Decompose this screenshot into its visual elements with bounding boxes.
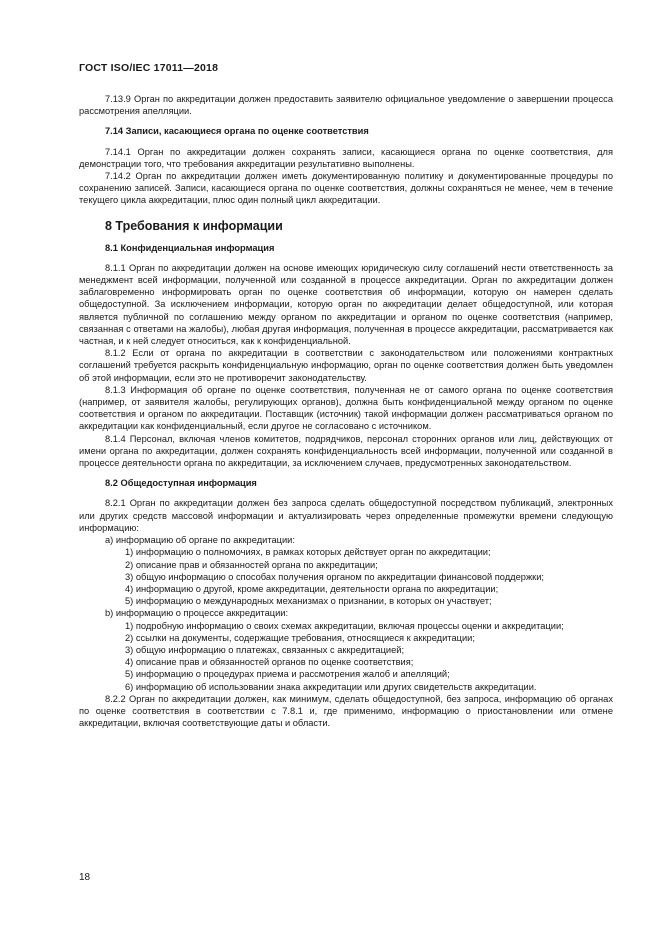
sublist-item: 3) общую информацию о платежах, связанных с аккредитацией;: [125, 644, 405, 655]
sublist-item: 4) информацию о другой, кроме аккредитации, деятельности органа по аккредитации;: [125, 583, 499, 594]
paragraph: 8.1.3 Информация об органе по оценке соответствия, полученная не от самого органа по оценке соответствия (например, от заявителя жалобы, регулирующих органов), должна быть конфиденциальной между органом по оценке соответствия и органом по аккредитации. Поставщик (источник) такой информации должен рассматриваться органом по аккредитации как конфиденциальный, если другое не согласовано с источником.: [79, 384, 613, 432]
paragraph: 7.14.1 Орган по аккредитации должен сохранять записи, касающиеся органа по оценке соответствия, для демонстрации того, что требования аккредитации результативно выполнены.: [79, 146, 613, 169]
paragraph: 8.1.2 Если от органа по аккредитации в соответствии с законодательством или положениями контрактных соглашений требуется раскрыть конфиденциальную информацию, орган по оценке соответствия должен быть уведомлен об этой информации, если это не противоречит законодательству.: [79, 348, 613, 383]
paragraph: 8.2.2 Орган по аккредитации должен, как минимум, сделать общедоступной, без запроса, информацию об органах по оценке соответствия в соответствии с 7.8.1 и, где применимо, информацию о приостановлении или отмене аккредитации, включая соответствующие даты и области.: [79, 693, 613, 729]
sublist-item: 2) ссылки на документы, содержащие требования, относящиеся к аккредитации;: [125, 632, 475, 643]
spacer: [79, 117, 613, 125]
sublist-item: 5) информацию о международных механизмах о признании, в которых он участвует;: [125, 596, 492, 607]
paragraph: 8.1.4 Персонал, включая членов комитетов, подрядчиков, персонал сторонних органов или лиц, действующих от имени органа по аккредитации, должен сохранять конфиденциальность всей информации, полученной или созданной в процессе деятельности органа по аккредитации, за исключением случаев, предусмотренных законодательством.: [79, 433, 613, 469]
subsection-heading: 7.14 Записи, касающиеся органа по оценке соответствия: [105, 126, 369, 137]
sublist-item: 1) подробную информацию о своих схемах аккредитации, включая процессы оценки и аккредитации;: [125, 620, 564, 631]
sublist-item: 1) информацию о полномочиях, в рамках которых действует орган по аккредитации;: [125, 547, 491, 558]
list-item: a) информацию об органе по аккредитации:: [105, 535, 295, 546]
sublist-item: 3) общую информацию о способах получения органом по аккредитации финансовой поддержки;: [125, 571, 545, 582]
spacer: [79, 234, 613, 242]
spacer: [79, 207, 613, 218]
page-number: 18: [79, 872, 91, 883]
section-heading: 8 Требования к информации: [105, 218, 283, 233]
sublist-item: 2) описание прав и обязанностей органа по аккредитации;: [125, 559, 378, 570]
paragraph: 7.13.9 Орган по аккредитации должен предоставить заявителю официальное уведомление о завершении процесса рассмотрения апелляции.: [79, 94, 613, 117]
paragraph: 8.1.1 Орган по аккредитации должен на основе имеющих юридическую силу соглашений нести ответственность за менеджмент всей информации, полученной или созданной в процессе аккредитации. Орган по аккредитации должен заблаговременно информировать орган по оценке соответствия об информации, которую он намерен сделать общедоступной. За исключением информации, которую орган по аккредитации делает общедоступной, или которая является публичной по соглашению между органом по аккредитации и органом по оценке соответствия (например, связанная с ответами на жалобы), любая другая информация, полученная в процессе аккредитации, рассматривается как частная, и к ней следует относиться, как к конфиденциальной.: [79, 262, 613, 347]
sublist-item: 6) информацию об использовании знака аккредитации или других свидетельств аккредитации.: [125, 681, 537, 692]
paragraph: 8.2.1 Орган по аккредитации должен без запроса сделать общедоступной посредством публикаций, электронных или других средств массовой информации и актуализировать через определенные промежутки времени следующую информацию:: [79, 498, 613, 533]
sublist-item: 5) информацию о процедурах приема и рассмотрения жалоб и апелляций;: [125, 669, 450, 680]
spacer: [79, 138, 613, 146]
subsection-heading: 8.2 Общедоступная информация: [105, 478, 257, 489]
spacer: [79, 469, 613, 477]
paragraph: 7.14.2 Орган по аккредитации должен иметь документированную политику и документированные процедуры по сохранению записей. Записи, касающиеся органа по оценке соответствия, должны сохраняться не менее, чем в течение текущего цикла аккредитации, плюс один полный цикл аккредитации.: [79, 171, 613, 206]
list-item: b) информацию о процессе аккредитации:: [105, 608, 289, 619]
spacer: [79, 254, 613, 262]
subsection-heading: 8.1 Конфиденциальная информация: [105, 242, 275, 253]
document-header: ГОСТ ISO/IEC 17011—2018: [79, 62, 219, 74]
spacer: [79, 489, 613, 497]
sublist-item: 4) описание прав и обязанностей органов по оценке соответствия;: [125, 657, 414, 668]
document-body: [79, 93, 613, 729]
